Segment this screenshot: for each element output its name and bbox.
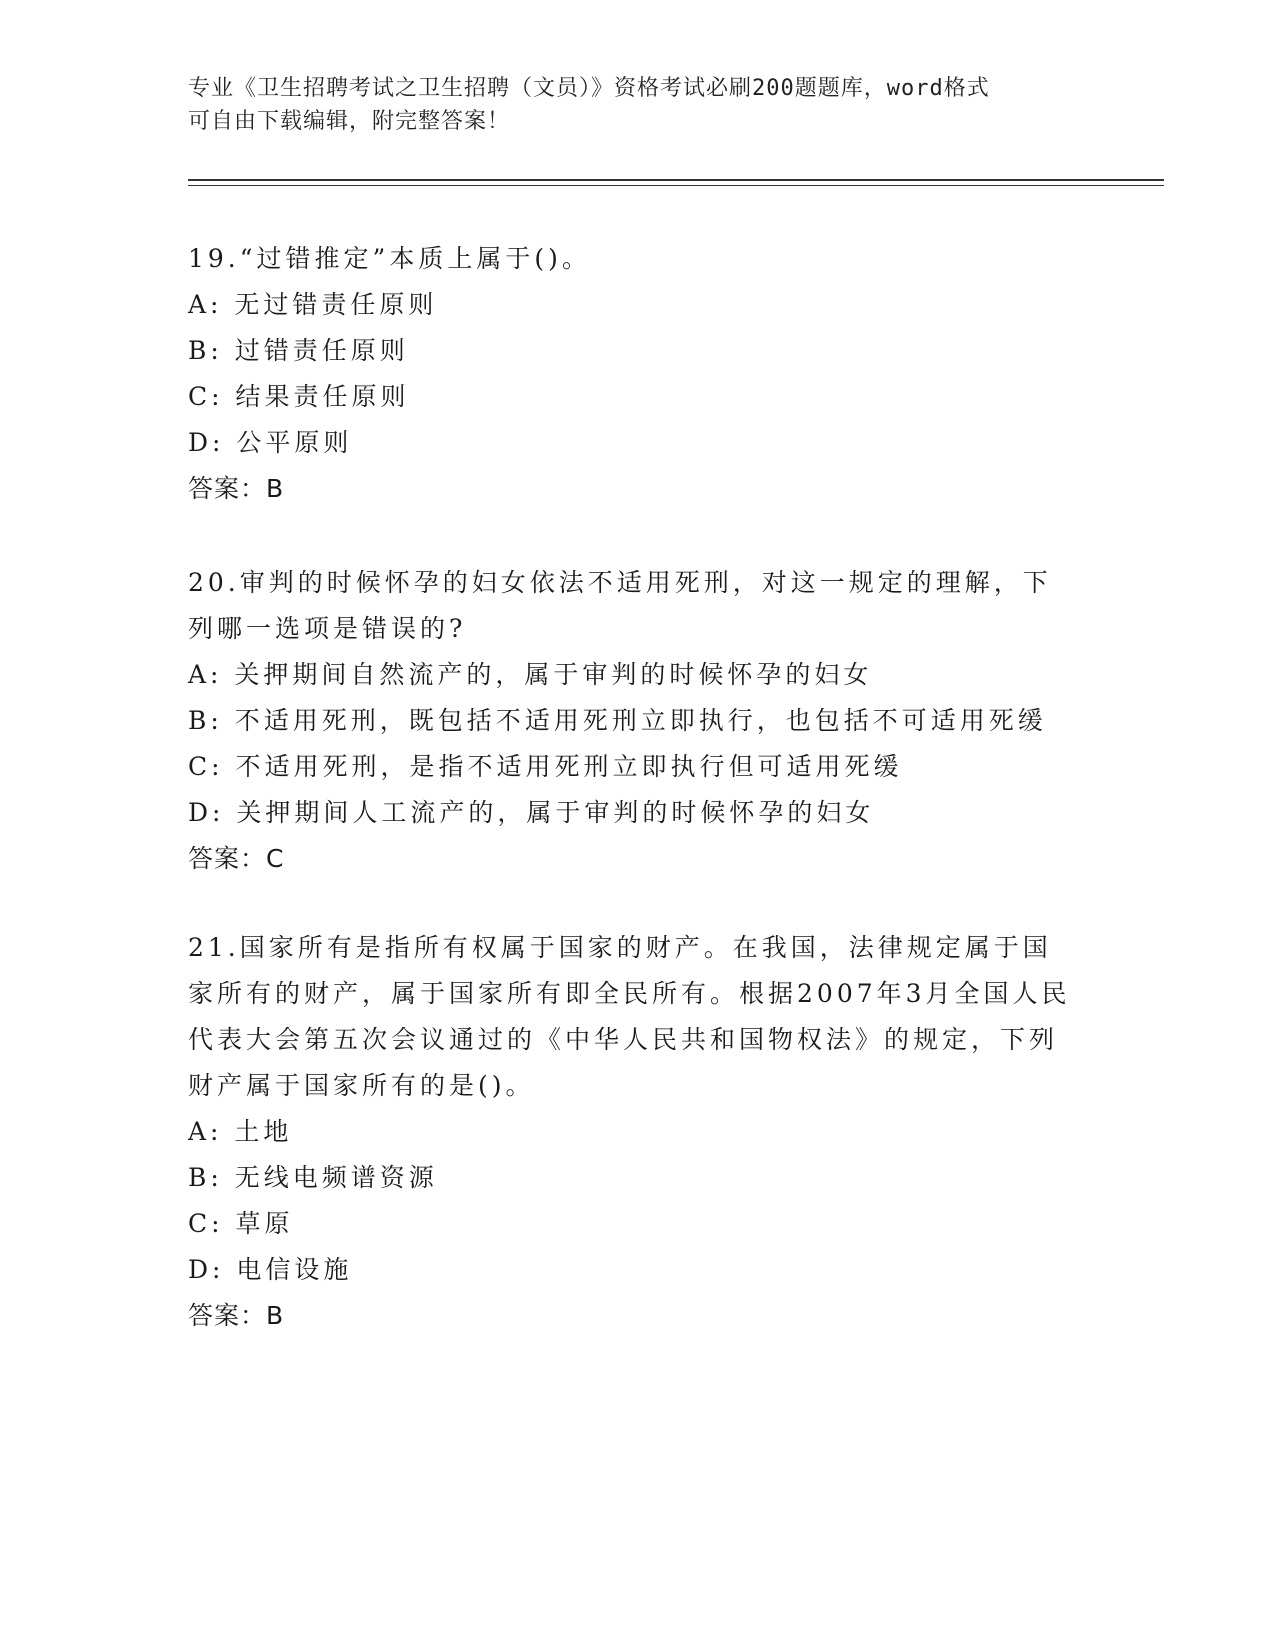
answer: 答案：C bbox=[188, 844, 285, 873]
question-19 bbox=[188, 236, 1078, 512]
question-20 bbox=[188, 560, 1078, 882]
option-d: D: 关押期间人工流产的，属于审判的时候怀孕的妇女 bbox=[188, 798, 875, 827]
question-stem: 21.国家所有是指所有权属于国家的财产。在我国，法律规定属于国家所有的财产，属于国家所有即全民所有。根据2007年3月全国人民代表大会第五次会议通过的《中华人民共和国物权法》的规定，下列财产属于国家所有的是()。 bbox=[188, 933, 1071, 1100]
question-stem: 19.“过错推定”本质上属于()。 bbox=[188, 244, 591, 273]
option-a: A: 无过错责任原则 bbox=[188, 290, 438, 319]
option-a: A: 土地 bbox=[188, 1117, 293, 1146]
document-header bbox=[188, 72, 1068, 138]
header-divider-thick bbox=[188, 179, 1164, 181]
question-21 bbox=[188, 925, 1078, 1339]
option-c: C: 草原 bbox=[188, 1209, 294, 1238]
header-line-2: 可自由下载编辑，附完整答案！ bbox=[188, 109, 511, 134]
option-a: A: 关押期间自然流产的，属于审判的时候怀孕的妇女 bbox=[188, 660, 873, 689]
answer: 答案：B bbox=[188, 1301, 285, 1330]
header-divider-thin bbox=[188, 185, 1164, 186]
question-stem: 20.审判的时候怀孕的妇女依法不适用死刑，对这一规定的理解，下列哪一选项是错误的? bbox=[188, 568, 1052, 643]
option-c: C: 结果责任原则 bbox=[188, 382, 410, 411]
option-b: B: 不适用死刑，既包括不适用死刑立即执行，也包括不可适用死缓 bbox=[188, 706, 1047, 735]
option-c: C: 不适用死刑，是指不适用死刑立即执行但可适用死缓 bbox=[188, 752, 903, 781]
option-d: D: 公平原则 bbox=[188, 428, 353, 457]
header-line-1: 专业《卫生招聘考试之卫生招聘（文员）》资格考试必刷200题题库，word格式 bbox=[188, 76, 990, 101]
option-b: B: 过错责任原则 bbox=[188, 336, 409, 365]
answer: 答案：B bbox=[188, 474, 285, 503]
option-d: D: 电信设施 bbox=[188, 1255, 353, 1284]
option-b: B: 无线电频谱资源 bbox=[188, 1163, 438, 1192]
